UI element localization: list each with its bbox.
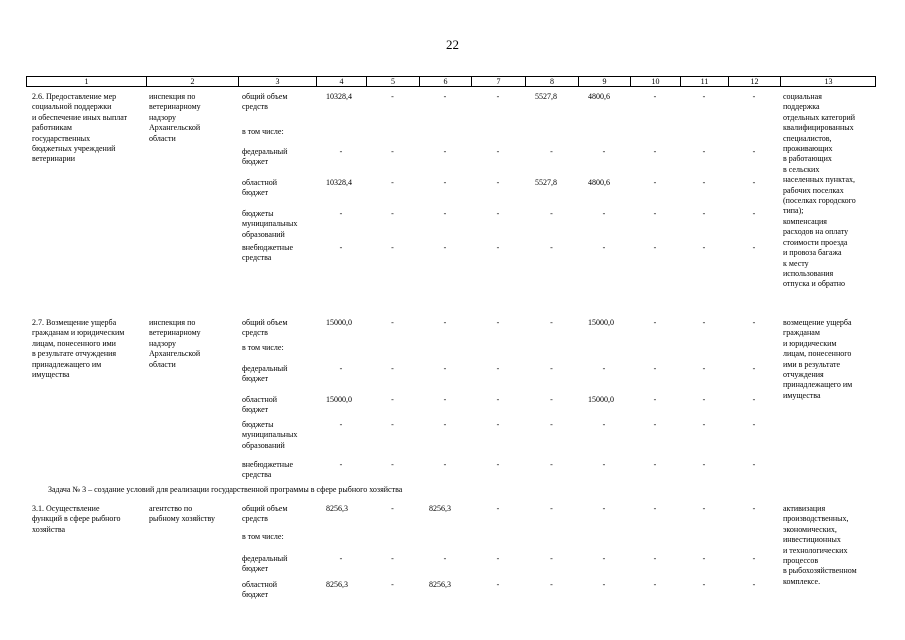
funding-source-label-line: средств [242,514,268,524]
funding-value: - [550,318,553,327]
funding-value: - [443,178,447,187]
funding-value: - [391,209,394,218]
expected-result [783,318,852,401]
funding-value: - [391,318,394,327]
funding-value: - [550,209,553,218]
funding-value: - [391,395,394,404]
funding-value: - [653,92,657,101]
funding-value: - [702,318,706,327]
funding-source-label-line: федеральный [242,554,288,563]
funding-source-label [242,580,277,601]
funding-source-label-line: муниципальных [242,430,298,440]
measure-name-line: 2.7. Возмещение ущерба [32,318,117,327]
expected-result-line: лицам, понесенного [783,349,852,359]
funding-value: - [702,209,706,218]
funding-source-label-line: средства [242,253,272,263]
funding-source-label [242,318,287,339]
funding-value: - [653,209,657,218]
funding-value: - [550,554,553,563]
funding-value: - [443,243,447,252]
measure-name-line: 2.6. Предоставление мер [32,92,117,101]
expected-result-line: к месту [783,258,809,268]
expected-result-line: (поселках городского [783,196,856,206]
executor [149,318,201,370]
funding-value: - [391,147,394,156]
funding-source-label-line: бюджет [242,564,269,574]
expected-result-line: рабочих поселках [783,185,844,195]
funding-value: - [752,504,756,513]
measure-name-line: хозяйства [32,524,66,534]
funding-value: 15000,0 [588,318,614,327]
executor-line: области [149,359,176,369]
column-number-3: 3 [239,77,317,86]
funding-value: - [496,395,500,404]
funding-source-label-line: областной [242,395,278,404]
measure-name-line: в результате отчуждения [32,349,117,359]
column-number-1: 1 [27,77,147,86]
funding-value: - [550,243,553,252]
measure-name-line: и обеспечение иных выплат [32,112,128,122]
funding-value: - [653,318,657,327]
funding-value: - [702,92,706,101]
funding-value: - [550,504,553,513]
funding-value: - [752,420,756,429]
funding-value: 10328,4 [326,92,352,101]
funding-value: - [653,243,657,252]
funding-value: - [702,395,706,404]
funding-source-label-line: средств [242,102,268,112]
funding-value: - [339,554,343,563]
expected-result-line: принадлежащего им [783,380,853,390]
funding-value: - [496,460,500,469]
expected-result-line: возмещение ущерба [783,318,852,327]
funding-value: - [443,147,447,156]
funding-value: 4800,6 [588,92,610,101]
expected-result-line: ими в результате [783,359,841,369]
funding-value: - [443,364,447,373]
funding-value: 10328,4 [326,178,352,187]
funding-source-label-line: бюджет [242,188,269,198]
funding-value: - [702,554,706,563]
funding-value: - [702,147,706,156]
funding-value: - [443,395,447,404]
funding-source-label [242,243,293,264]
expected-result-line: производственных, [783,514,849,524]
funding-value: - [496,318,500,327]
expected-result-line: процессов [783,556,819,566]
funding-value: - [339,420,343,429]
funding-source-label-line: общий объем [242,92,288,101]
expected-result-line: специалистов, [783,133,832,143]
funding-value: - [702,504,706,513]
funding-source-label-line: в том числе: [242,343,284,352]
column-number-8: 8 [526,77,579,86]
expected-result-line: гражданам [783,328,820,338]
funding-source-label-line: бюджет [242,374,269,384]
funding-value: - [752,92,756,101]
funding-value: - [550,147,553,156]
funding-source-label [242,532,284,542]
expected-result-line: компенсация [783,216,827,226]
funding-source-label-line: муниципальных [242,219,298,229]
executor-line: Архангельской [149,349,201,359]
funding-value: - [339,209,343,218]
funding-source-label-line: бюджеты [242,209,274,218]
funding-value: - [443,460,447,469]
funding-value: - [496,554,500,563]
funding-source-label [242,343,284,353]
funding-value: - [339,147,343,156]
funding-value: 15000,0 [326,318,352,327]
funding-source-label [242,554,287,575]
funding-value: 8256,3 [326,580,348,589]
expected-result-line: социальная [783,92,822,101]
funding-value: - [443,420,447,429]
funding-source-label-line: внебюджетные [242,243,293,252]
measure-name [32,504,121,535]
expected-result-line: в работающих [783,154,832,164]
executor [149,92,201,144]
funding-value: - [496,147,500,156]
funding-value: 8256,3 [429,580,451,589]
funding-source-label [242,178,277,199]
funding-value: - [443,92,447,101]
column-number-10: 10 [631,77,681,86]
expected-result-line: и провоза багажа [783,248,842,258]
funding-value: - [702,580,706,589]
funding-value: - [550,420,553,429]
column-number-12: 12 [729,77,781,86]
funding-value: - [550,580,553,589]
funding-source-label [242,127,284,137]
column-number-9: 9 [579,77,631,86]
funding-value: - [443,554,447,563]
column-number-4: 4 [317,77,367,86]
funding-value: - [653,364,657,373]
funding-value: - [653,580,657,589]
funding-value: - [752,460,756,469]
column-number-2: 2 [147,77,239,86]
executor-line: Архангельской [149,123,201,133]
measure-name-line: бюджетных учреждений [32,144,116,154]
funding-source-label-line: внебюджетные [242,460,293,469]
task-3-heading: Задача № 3 – создание условий для реализации государственной программы в сфере рыбного хозяйства [48,485,403,494]
funding-value: 15000,0 [326,395,352,404]
funding-value: 15000,0 [588,395,614,404]
funding-source-label [242,92,287,113]
funding-source-label-line: в том числе: [242,532,284,541]
funding-value: - [496,92,500,101]
measure-name-line: 3.1. Осуществление [32,504,100,513]
funding-value: - [443,209,447,218]
funding-value: - [752,395,756,404]
funding-value: - [653,420,657,429]
expected-result-line: отпуска и обратно [783,279,846,289]
funding-value: - [602,554,606,563]
funding-value: - [339,364,343,373]
funding-value: - [752,580,756,589]
funding-value: - [391,580,394,589]
funding-source-label-line: федеральный [242,147,288,156]
funding-value: - [653,178,657,187]
funding-value: - [391,178,394,187]
executor-line: инспекция по [149,318,196,327]
expected-result-line: и юридическим [783,338,837,348]
column-number-6: 6 [420,77,472,86]
funding-value: - [702,178,706,187]
funding-value: - [391,364,394,373]
measure-name-line: социальной поддержки [32,102,112,112]
funding-source-label [242,209,297,240]
executor-line: инспекция по [149,92,196,101]
expected-result-line: комплексе. [783,576,821,586]
column-number-7: 7 [472,77,526,86]
measure-name-line: государственных [32,133,91,143]
funding-value: - [391,243,394,252]
funding-value: - [653,504,657,513]
measure-name-line: имущества [32,370,70,380]
measure-name [32,318,124,380]
funding-value: - [496,243,500,252]
funding-value: 4800,6 [588,178,610,187]
funding-value: - [752,147,756,156]
funding-source-label [242,460,293,481]
measure-name-line: ветеринарии [32,154,76,164]
expected-result-line: населенных пунктах, [783,175,855,185]
funding-value: - [339,460,343,469]
column-number-11: 11 [681,77,729,86]
funding-source-label [242,395,277,416]
funding-value: - [752,318,756,327]
executor-line: ветеринарному [149,328,201,338]
funding-value: - [602,460,606,469]
executor-line: надзору [149,112,177,122]
funding-value: - [391,92,394,101]
funding-value: - [702,364,706,373]
funding-source-label-line: бюджет [242,157,269,167]
funding-value: - [496,178,500,187]
funding-value: - [752,554,756,563]
funding-value: - [496,209,500,218]
funding-source-label-line: областной [242,580,278,589]
expected-result-line: проживающих [783,144,833,154]
expected-result-line: имущества [783,390,821,400]
funding-source-label-line: бюджет [242,590,269,600]
funding-value: - [752,178,756,187]
funding-source-label-line: средств [242,328,268,338]
executor-line: надзору [149,338,177,348]
expected-result-line: в сельских [783,164,820,174]
page-number: 22 [446,37,459,52]
funding-source-label-line: областной [242,178,278,187]
measure-name-line: функций в сфере рыбного [32,514,121,524]
expected-result-line: стоимости проезда [783,237,848,247]
funding-source-label-line: общий объем [242,318,288,327]
measure-name-line: работникам [32,123,72,133]
expected-result-line: инвестиционных [783,535,841,545]
funding-source-label-line: образований [242,440,285,450]
funding-value: - [752,209,756,218]
expected-result-line: использования [783,268,834,278]
column-number-13: 13 [824,77,833,86]
funding-value: - [602,209,606,218]
expected-result-line: поддержка [783,102,820,112]
funding-value: - [602,420,606,429]
funding-value: - [602,243,606,252]
funding-value: - [496,504,500,513]
column-number-5: 5 [367,77,420,86]
expected-result-line: экономических, [783,524,837,534]
executor-line: области [149,133,176,143]
expected-result-line: типа); [783,206,804,216]
funding-value: - [550,395,553,404]
measure-name-line: гражданам и юридическим [32,328,125,338]
expected-result-line: в рыбохозяйственном [783,566,857,576]
funding-value: - [653,460,657,469]
funding-source-label-line: бюджет [242,405,269,415]
expected-result-line: активизация [783,504,826,513]
funding-value: - [550,364,553,373]
expected-result-line: отчуждения [783,370,824,380]
funding-source-label [242,364,287,385]
funding-value: 8256,3 [429,504,451,513]
funding-source-label-line: в том числе: [242,127,284,136]
measure-name-line: лицам, понесенного ими [32,338,116,348]
funding-value: - [702,243,706,252]
funding-value: - [752,243,756,252]
executor [149,504,215,525]
funding-source-label-line: федеральный [242,364,288,373]
expected-result-line: отдельных категорий [783,112,856,122]
funding-value: - [443,318,447,327]
funding-source-label-line: средства [242,470,272,480]
measure-name [32,92,127,165]
funding-value: - [653,554,657,563]
funding-value: - [496,580,500,589]
funding-value: - [391,554,394,563]
funding-source-label [242,420,297,451]
funding-value: - [702,420,706,429]
funding-value: - [496,364,500,373]
funding-value: - [602,580,606,589]
expected-result [783,92,856,290]
funding-value: - [602,504,606,513]
funding-value: - [391,420,394,429]
funding-value: 5527,8 [535,178,557,187]
expected-result-line: квалифицированных [783,123,854,133]
funding-value: - [602,364,606,373]
funding-value: - [653,395,657,404]
funding-source-label [242,147,287,168]
funding-value: - [702,460,706,469]
funding-value: - [602,147,606,156]
funding-value: - [391,504,394,513]
expected-result-line: и технологических [783,545,848,555]
executor-line: агентство по [149,504,193,513]
funding-value: - [550,460,553,469]
funding-source-label-line: образований [242,229,285,239]
funding-source-label-line: бюджеты [242,420,274,429]
measure-name-line: принадлежащего им [32,359,102,369]
funding-value: - [653,147,657,156]
executor-line: ветеринарному [149,102,201,112]
funding-value: - [496,420,500,429]
funding-value: 8256,3 [326,504,348,513]
funding-value: - [752,364,756,373]
funding-source-label-line: общий объем [242,504,288,513]
funding-source-label [242,504,287,525]
funding-value: 5527,8 [535,92,557,101]
funding-value: - [339,243,343,252]
expected-result-line: расходов на оплату [783,227,849,237]
funding-value: - [391,460,394,469]
expected-result [783,504,857,587]
executor-line: рыбному хозяйству [149,514,216,524]
